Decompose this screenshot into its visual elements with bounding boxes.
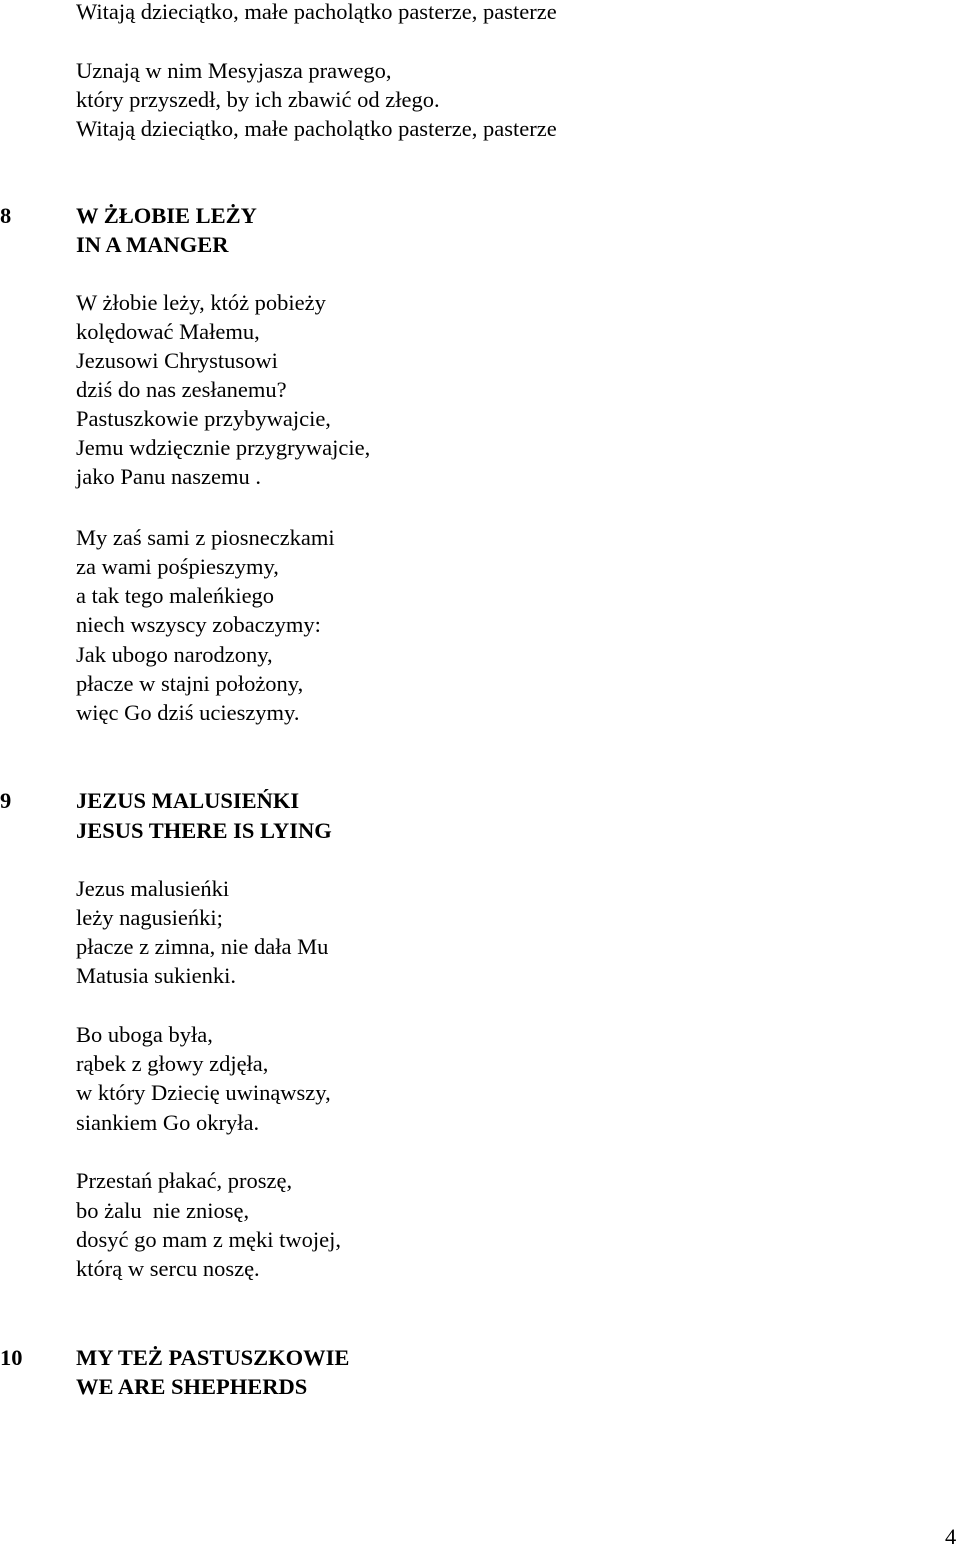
song-title-polish: MY TEŻ PASTUSZKOWIE [76, 1345, 350, 1370]
refrain-line: Witają dzieciątko, małe pacholątko pasterze, pasterze [76, 0, 557, 24]
verse-line: Jezus malusieńki [76, 876, 230, 901]
verse-line: My zaś sami z piosneczkami [76, 525, 335, 550]
song-title-english: IN A MANGER [76, 232, 229, 257]
song-number: 8 [0, 203, 12, 228]
verse-line: za wami pośpieszymy, [76, 554, 279, 579]
song-title-polish: JEZUS MALUSIEŃKI [76, 788, 300, 813]
verse-line: Uznają w nim Mesyjasza prawego, [76, 58, 392, 83]
verse-line: Matusia sukienki. [76, 963, 236, 988]
refrain-line: Witają dzieciątko, małe pacholątko pasterze, pasterze [76, 116, 557, 141]
verse-line: więc Go dziś ucieszymy. [76, 700, 300, 725]
song-number: 10 [0, 1345, 23, 1370]
verse-line: Jak ubogo narodzony, [76, 642, 273, 667]
verse-line: rąbek z głowy zdjęła, [76, 1051, 269, 1076]
verse-line: płacze z zimna, nie dała Mu [76, 934, 329, 959]
verse-line: leży nagusieńki; [76, 905, 223, 930]
verse-line: kolędować Małemu, [76, 319, 260, 344]
verse-line: dziś do nas zesłanemu? [76, 377, 287, 402]
song-title-english: WE ARE SHEPHERDS [76, 1374, 308, 1399]
verse-line: dosyć go mam z męki twojej, [76, 1227, 341, 1252]
verse-line: który przyszedł, by ich zbawić od złego. [76, 87, 440, 112]
song-number: 9 [0, 788, 12, 813]
verse-line: a tak tego maleńkiego [76, 583, 275, 608]
verse-line: siankiem Go okryła. [76, 1110, 260, 1135]
verse-line: Jezusowi Chrystusowi [76, 348, 278, 373]
page-number: 4 [945, 1524, 957, 1549]
verse-line: Pastuszkowie przybywajcie, [76, 406, 331, 431]
song-title-english: JESUS THERE IS LYING [76, 818, 332, 843]
verse-line: którą w sercu noszę. [76, 1256, 260, 1281]
verse-line: niech wszyscy zobaczymy: [76, 612, 321, 637]
verse-line: płacze w stajni położony, [76, 671, 304, 696]
verse-line: Jemu wdzięcznie przygrywajcie, [76, 435, 371, 460]
verse-line: bo żalu nie zniosę, [76, 1198, 250, 1223]
verse-line: Bo uboga była, [76, 1022, 213, 1047]
verse-line: jako Panu naszemu . [76, 464, 261, 489]
verse-line: w który Dziecię uwinąwszy, [76, 1080, 331, 1105]
verse-line: W żłobie leży, któż pobieży [76, 290, 326, 315]
song-title-polish: W ŻŁOBIE LEŻY [76, 203, 257, 228]
verse-line: Przestań płakać, proszę, [76, 1168, 293, 1193]
